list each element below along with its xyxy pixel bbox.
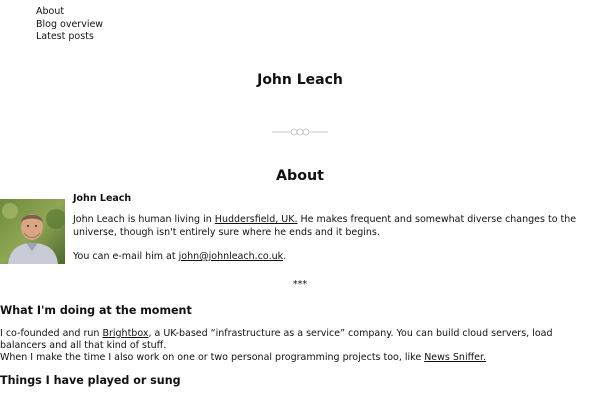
email-text-end: . [283, 251, 287, 262]
avatar [0, 199, 65, 264]
projects-text-start: When I make the time I also work on one or two personal programming projects too, like [0, 352, 425, 363]
news-sniffer-link[interactable]: News Sniffer. [424, 352, 487, 363]
nav-item-blog-overview [36, 19, 103, 32]
email-text-start: You can e-mail him at [73, 251, 179, 262]
about-heading: About [276, 168, 324, 184]
brightbox-text-start: I co-founded and run [0, 328, 103, 339]
bio-name: John Leach [73, 193, 132, 204]
bio-paragraph [73, 214, 600, 239]
site-title: John Leach [257, 72, 343, 88]
nav-item-about [36, 6, 103, 19]
nav-link-blog-overview[interactable]: Blog overview [36, 18, 104, 30]
nav-link-latest-posts[interactable]: Latest posts [36, 31, 94, 42]
nav-item-latest-posts [36, 31, 103, 44]
nav-link-about[interactable]: About [36, 6, 65, 17]
top-nav [36, 6, 103, 44]
section-divider: *** [292, 279, 308, 290]
played-heading: Things I have played or sung [0, 374, 181, 387]
location-link[interactable]: Huddersfield, UK. [214, 214, 298, 225]
ornament-divider-icon [270, 126, 330, 138]
email-link[interactable]: john@johnleach.co.uk [178, 251, 284, 262]
email-paragraph [73, 251, 286, 263]
bio-text-start: John Leach is human living in [73, 214, 215, 225]
projects-paragraph [0, 352, 486, 364]
bio-text-end: He makes frequent and somewhat diverse changes to the universe, though isn't entirely sure where he ends and it begins. [73, 214, 577, 238]
avatar-portrait-icon [0, 199, 65, 264]
doing-heading: What I'm doing at the moment [0, 304, 192, 317]
brightbox-text-end: , a UK-based “infrastructure as a service” company. You can build cloud servers, load balancers and all that kind of stuff. [0, 328, 553, 351]
brightbox-paragraph [0, 328, 600, 352]
brightbox-link[interactable]: Brightbox [102, 328, 149, 339]
